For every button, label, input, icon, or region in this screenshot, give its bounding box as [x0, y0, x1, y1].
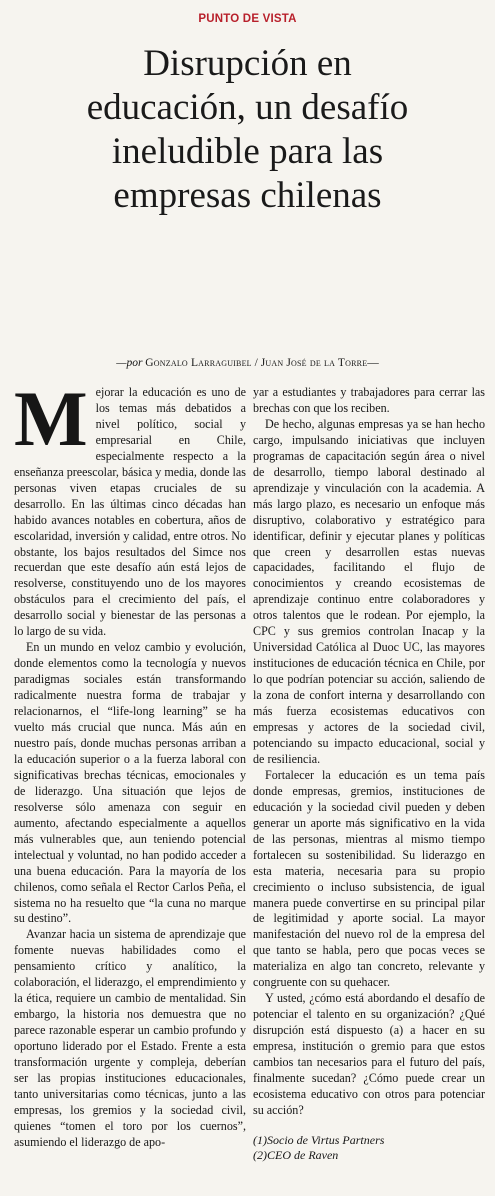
section-label: PUNTO DE VISTA [198, 13, 297, 25]
drop-cap: M [14, 375, 88, 462]
byline-suffix: — [367, 357, 379, 369]
article-column-left [14, 375, 246, 1151]
article-paragraph: De hecho, algunas empresas ya se han hecho cargo, impulsando iniciativas que incluyen programas de capacitación según área o nivel de desarrollo, tiempo laboral destinado al aprendizaje y vinculación con la academia. A más largo plazo, es necesario un enfoque más disruptivo, colaborativo y estratégico para identificar, definir y ejecutar planes y políticas que creen y desarrollen estas nuevas capacidades, facilitando el flujo de conocimientos y creando ecosistemas de aprendizaje continuo entre colaboradores y otros talentos que le rodean. Por ejemplo, la CPC y sus gremios controlan Inacap y la Universidad Católica al Duoc UC, las mayores instituciones de educación técnica en Chile, por lo que podrían potenciar su acción, saliendo de la zona de confort interna y desarrollando con más fuerza ecosistemas educativos con empresas y actores de la sociedad civil, potenciando su impacto educacional, social y de resiliencia. [253, 416, 485, 766]
byline-separator: / [254, 357, 258, 369]
author-credits [253, 1133, 485, 1163]
headline-line: Disrupción en [143, 43, 352, 84]
byline [0, 357, 495, 369]
headline-line: ineludible para las [111, 131, 384, 172]
article-paragraph: En un mundo en veloz cambio y evolución, donde elementos como la tecnología y nuevos paradigmas sociales están transformando radicalmente nuestra forma de trabajar y relacionarnos, el “life-long learning” se ha vuelto más crucial que nunca. Más aún en nuestro país, donde muchas personas arriban a la educación superior o a la fuerza laboral con significativas brechas técnicas, emocionales y de liderazgo. Una situación que lejos de resolverse sólo amenaza con seguir en aumento, afectando especialmente a aquellos más vulnerables que, aun teniendo potencial intelectual y voluntad, no han podido acceder a una buena educación. Para la mayoría de los chilenos, como señala el Rector Carlos Peña, el sistema no ha resuelto que “la cuna no marque su destino”. [14, 640, 246, 926]
article-paragraph [14, 375, 246, 640]
headline-line: educación, un desafío [86, 87, 409, 128]
paragraph-text: ejorar la educación es uno de los temas más debatidos a nivel político, social y empresarial en Chile, especialmente respecto a la enseñanza preescolar, básica y media, donde las personas viven etapas cruciales de su desarrollo. En las últimas cinco décadas han habido avances notables en cobertura, años de escolaridad, inversión y calidad, entre otros. No obstante, los bajos resultados del Simce nos recuerdan que este desafío aún está lejos de resolverse, constituyendo uno de los mayores obstáculos para el crecimiento del país, el desarrollo social y bienestar de las personas a lo largo de su vida. [14, 385, 246, 639]
author-credit: (1)Socio de Virtus Partners [253, 1132, 385, 1147]
article-column-right [253, 385, 485, 1163]
headline-line: empresas chilenas [113, 175, 382, 216]
byline-prefix: —por [116, 357, 143, 369]
headline [0, 42, 495, 218]
article-paragraph: Fortalecer la educación es un tema país donde empresas, gremios, instituciones de educación y la sociedad civil pueden y deben generar un aporte más significativo en la vida de las personas, mientras al mismo tiempo fortalecen su sostenibilidad. Su liderazgo en esta materia, necesaria para su propio crecimiento o incluso subsistencia, de igual manera puede convertirse en su principal pilar de legitimidad y aporte social. La mayor manifestación del nuevo rol de la empresa del que tanto se habla, pero que pocas veces se materializa en algo tan concreto, relevante y congruente con su quehacer. [253, 767, 485, 990]
article-paragraph: Y usted, ¿cómo está abordando el desafío de potenciar el talento en su organización? ¿Qué disrupción está dispuesto (a) a hacer en su empresa, institución o gremio para que estos cambios tan necesarios para el futuro del país, finalmente sucedan? ¿Cómo puede crear un ecosistema educativo con otros para potenciar su acción? [253, 991, 485, 1117]
article-paragraph: Avanzar hacia un sistema de aprendizaje que fomente nuevas habilidades como el pensamiento crítico y analítico, la colaboración, el liderazgo, el emprendimiento y la ética, requiere un cambio de mentalidad. Sin embargo, la historia nos demuestra que no parece razonable esperar un cambio profundo y oportuno liderado por el Estado. Frente a esta transformación urgente y compleja, deberían ser las propias instituciones educacionales, tanto universitarias como técnicas, junto a las empresas, los gremios y la sociedad civil, quienes “tomen el toro por los cuernos”, asumiendo el liderazgo de apo- [14, 927, 246, 1149]
article-paragraph: yar a estudiantes y trabajadores para cerrar las brechas con que los reciben. [253, 385, 485, 415]
author-credit: (2)CEO de Raven [253, 1147, 339, 1162]
author-name: Juan José de la Torre [260, 357, 368, 369]
author-name: Gonzalo Larraguibel [145, 357, 252, 369]
